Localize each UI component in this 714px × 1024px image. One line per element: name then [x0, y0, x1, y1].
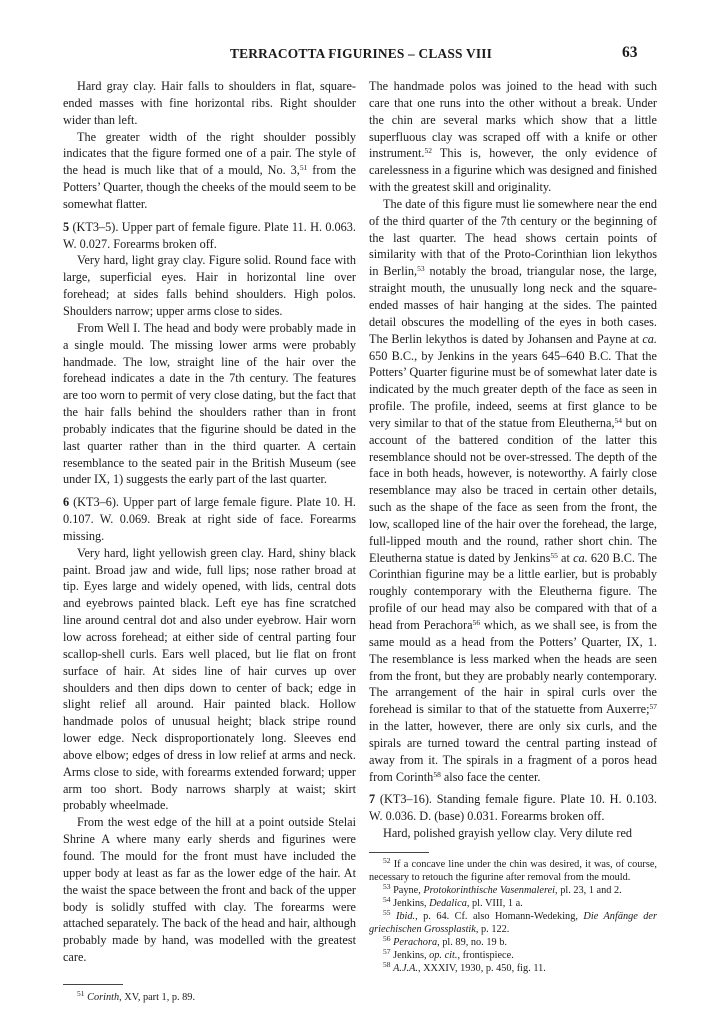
- paragraph: The greater width of the right shoulder possibly indicates that the figure formed one of a pair. The style of the head is much like that of a mould, No. 3,51 from the Potters’ Quarter, though the cheeks of the mould seem to be somewhat flatter.: [63, 129, 356, 211]
- paragraph: Very hard, light yellowish green clay. Hard, shiny black paint. Broad jaw and wide, full lips; nose rather broad at tip. Eyes large and widely opened, with lids, central dots and eyebrows painted black. Left eye has fine scratched line around central dot and also under eyebrow. Hair worn low across forehead; at either side of central parting four scallop-shell curls. Ears well placed, but lie flat on front surface of hair. At sides line of hair curves up over shoulders and then dips down to center of back; edge in slight relief all around. Hair painted black. Hollow handmade polos of unusual height; black stripe round lower edge. Neck disproportionately long. Sleeves end above elbow; edges of dress in low relief at arms and neck. Arms close to side, with forearms extended forward; upper arm too short. Body narrows sharply at waist; skirt probably wheelmade.: [63, 545, 356, 813]
- footnote-divider: [63, 984, 123, 985]
- footnote-ref: 51: [299, 163, 308, 173]
- page-number: 63: [622, 44, 638, 61]
- footnote-ref: 54: [614, 415, 623, 425]
- entry-number: 5: [63, 219, 70, 234]
- left-column: [63, 78, 356, 1004]
- paragraph: Very hard, light gray clay. Figure solid. Round face with large, superficial eyes. Hair in horizontal line over forehead; at sides falls behind shoulders. High polos. Shoulders narrow; upper arms close to sides.: [63, 253, 356, 318]
- footnote: $^{56}$ Perachora, pl. 89, no. 19 b.: [383, 933, 507, 948]
- catalogue-entry-heading: 7 (KT3–16). Standing female figure. Plate 10. H. 0.103. W. 0.036. D. (base) 0.031. Forearms broken off.: [369, 792, 657, 824]
- paragraph: From the west edge of the hill at a point outside Stelai Shrine A where many early sherds and figurines were found. The mould for the front must have included the upper body at least as far as the lower edge of the hair. At the waist the space between the front and back of the upper body is solidly stuffed with clay. The forearms were attached separately. The back of the head and hair, although probably made by hand, was modelled with the greatest care.: [63, 815, 356, 965]
- running-title: TERRACOTTA FIGURINES – CLASS VIII: [230, 46, 493, 61]
- footnote: $^{54}$ Jenkins, Dedalica, pl. VIII, 1 a.: [383, 894, 523, 909]
- running-header: [0, 44, 714, 66]
- right-column: [369, 78, 657, 975]
- paragraph: Hard gray clay. Hair falls to shoulders in flat, square-ended masses with fine horizontal ribs. Right shoulder wider than left.: [63, 79, 356, 127]
- footnote-divider: [369, 852, 429, 853]
- footnote: $^{55}$ Ibid., p. 64. Cf. also Homann-Wedeking, Die Anfänge der griechischen Grossplastik, p. 122.: [369, 907, 658, 935]
- entry-number: 6: [63, 495, 70, 510]
- footnote-ref: 55: [550, 550, 558, 560]
- footnote-ref: 57: [649, 702, 657, 712]
- footnote-ref: 52: [424, 146, 432, 156]
- footnote: $^{57}$ Jenkins, op. cit., frontispiece.: [383, 946, 514, 961]
- footnote: $^{53}$ Payne, Protokorinthische Vasenmalerei, pl. 23, 1 and 2.: [383, 881, 622, 896]
- paragraph: Hard, polished grayish yellow clay. Very dilute red: [383, 826, 633, 841]
- footnote-ref: 58: [433, 769, 441, 779]
- footnotes: [369, 855, 658, 975]
- catalogue-entry-heading: 6 (KT3–6). Upper part of large female figure. Plate 10. H. 0.107. W. 0.069. Break at right side of face. Forearms missing.: [63, 495, 356, 543]
- footnotes: [63, 988, 356, 1004]
- catalogue-entry-heading: 5 (KT3–5). Upper part of female figure. Plate 11. H. 0.063. W. 0.027. Forearms broken off.: [63, 219, 356, 251]
- entry-number: 7: [369, 792, 376, 807]
- footnote: $^{51}$ Corinth, XV, part 1, p. 89.: [77, 988, 196, 1003]
- footnote-ref: 56: [472, 618, 481, 627]
- footnote: $^{52}$ If a concave line under the chin was desired, it was, of course, necessary to retouch the figurine after removal from the mould.: [369, 855, 657, 883]
- paragraph: The handmade polos was joined to the head with such care that one runs into the other without a break. Under the chin are several marks which show that a little superfluous clay was scraped off with a knife or other instrument.$^{52}$ This is, however, the only evidence of carelessness in a figurine which was designed and finished with the greatest skill and originality.: [369, 79, 657, 195]
- paragraph: From Well I. The head and body were probably made in a single mould. The missing lower arms were probably handmade. The low, straight line of the hair over the forehead indicates a date in the 7th century. The features are too worn to permit of very close dating, but the fact that the hair falls behind the shoulders rather than in front probably indicates that the figurine should be dated in the last quarter rather than in the third quarter. A certain resemblance to the seated pair in the British Museum (see under IX, 1) suggests the early part of the last quarter.: [63, 320, 356, 487]
- footnote-ref: 53: [417, 264, 425, 274]
- paragraph: The date of this figure must lie somewhere near the end of the third quarter of the 7th century or the beginning of the last quarter. The head shows certain points of similarity with that of the Proto-Corinthian lion lekythos in Berlin,$^{53}$ notably the broad, triangular nose, the large, straight mouth, the unusually long neck and the square-ended masses of hair hanging at the sides. The painted detail obscures the modelling of the eyes in both cases. The Berlin lekythos is dated by Johansen and Payne at ca. 650 B.C., by Jenkins in the years 645–640 B.C. That the Potters’ Quarter figurine must be of somewhat later date is indicated by the much greater depth of the face as seen in profile. The profile, indeed, seems at first glance to be very similar to that of the statue from Eleutherna,$^{54}$ but on account of the battered condition of the latter this resemblance should not be over-stressed. The depth of the face in both heads, however, is noteworthy. A fairly close resemblance may also be traced in certain other details, such as the shape of the face as seen from the front, the low, scalloped line of the hair over the forehead, the large, full-lipped mouth and the round, rather short chin. The Eleutherna statue is dated by Jenkins$^{55}$ at ca. 620 B.C. The Corinthian figurine may be a little earlier, but is probably roughly contemporary with the Eleutherna figure. The profile of our head may also be compared with that of a head from Perachora$^{56}$ which, as we shall see, is from the same mould as a head from the Potters’ Quarter, IX, 1. The resemblance is less marked when the heads are seen from the front, but they are probably nearly contemporary. The arrangement of the hair in spiral curls over the forehead is similar to that of the statuette from Auxerre;$^{57}$ in the latter, however, there are only six curls, and the spirals are turned toward the central parting instead of away from it. The spirals in a fragment of a poros head from Corinth$^{58}$ also face the center.: [369, 196, 657, 784]
- footnote: $^{58}$ A.J.A., XXXIV, 1930, p. 450, fig. 11.: [383, 959, 546, 974]
